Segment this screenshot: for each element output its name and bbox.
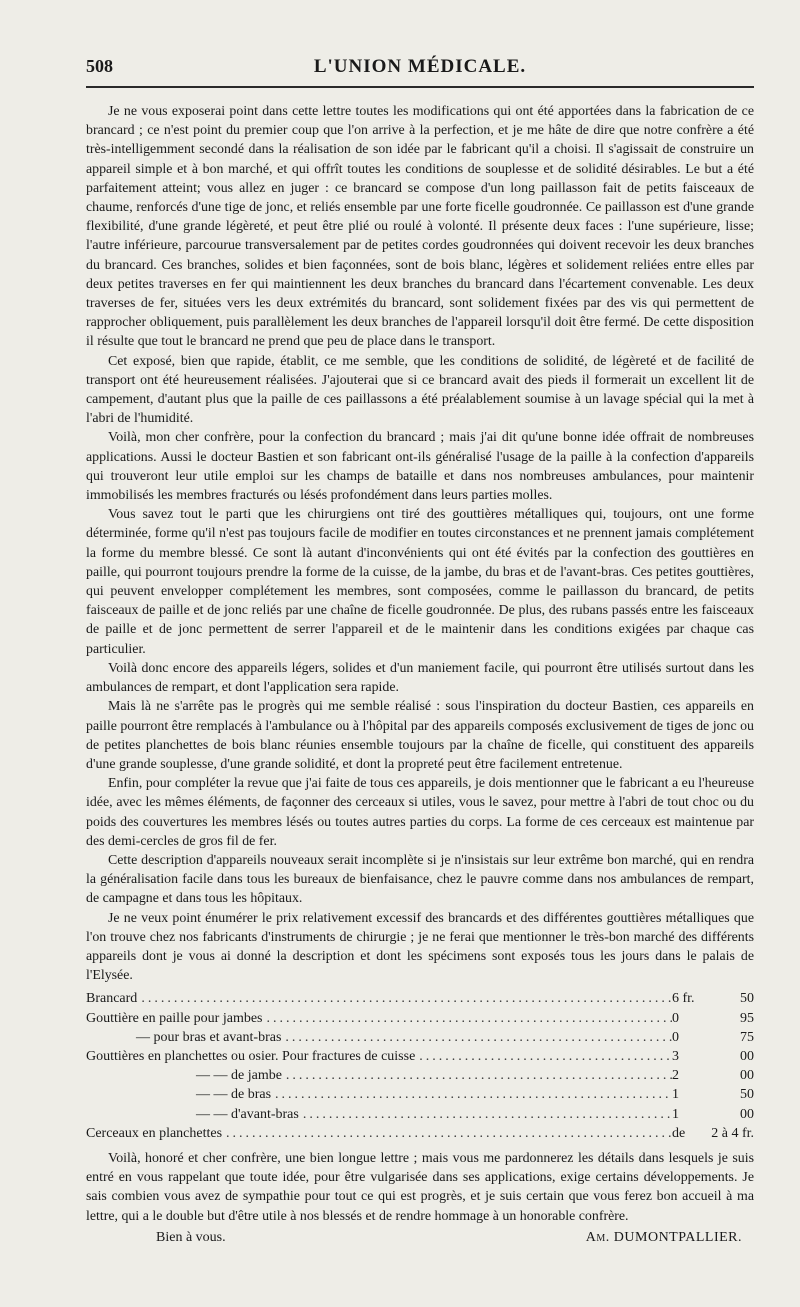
salutation: Bien à vous. — [156, 1229, 226, 1245]
leader-dots — [281, 1028, 672, 1047]
price-francs: 1 — [672, 1106, 679, 1122]
price-row — [86, 1009, 754, 1028]
paragraph: Je ne vous exposerai point dans cette lettre toutes les modifications qui ont été apportées dans la fabrication de ce brancard ; ce n'est point du premier coup que l'on arrive à la perfection, et je me hâte de dire que notre confrère a été très-intelligemment secondé dans la réalisation de son idée par le fabricant qu'il a choisi. Il s'agissait de construire un appareil simple et à bon marché, et qui offrît toutes les conditions de souplesse et de solidité désirables. Le but a été parfaitement atteint; vous allez en juger : ce brancard se compose d'un long paillasson fait de petits faisceaux de chaume, renforcés d'une tige de jonc, et reliés ensemble par une forte ficelle goudronnée. Ce paillasson est d'une grande flexibilité, d'une grande légèreté, et peut être plié ou roulé à volonté. Il présente deux faces : l'une supérieure, lisse; l'autre inférieure, parcourue transversalement par de petites cordes goudronnées qui doivent recevoir les deux branches du brancard. Ces branches, solides et bien façonnées, sont de bois blanc, légères et solidement reliées entre elles par deux petites traverses en fer qui maintiennent les deux branches du brancard dans l'écartement convenable. Les deux traverses de fer, situées vers les deux extrémités du brancard, sont solidement fixées par des vis qui permettent de rapprocher obliquement, puis parallèlement les deux branches de l'appareil lorsqu'il doit être fermé. De cette disposition il résulte que tout le brancard ne prend que peu de place dans le transport. — [86, 104, 754, 350]
letter-body — [86, 102, 754, 985]
price-centimes: 00 — [740, 1068, 754, 1084]
signature: Am. DUMONTPALLIER. — [585, 1229, 742, 1245]
paragraph: Mais là ne s'arrête pas le progrès qui me semble réalisé : sous l'inspiration du docteur Bastien, ces appareils en paille pourront être remplacés à l'ambulance ou à l'hôpital par des appareils composés exclusivement de tiges de jonc ou de petites planchettes de bois blanc réunies ensemble toujours par la chaîne de ficelle, qui constituent des appareils d'une grande souplesse, d'une grande solidité, et dont la propreté peut être facilement entretenue. — [86, 699, 754, 772]
signoff — [86, 1230, 754, 1246]
paragraph: Voilà donc encore des appareils légers, solides et d'un maniement facile, qui pourront être utilisés surtout dans les ambulances de rempart, et dont l'application sera rapide. — [86, 660, 754, 696]
price-centimes: 50 — [740, 991, 754, 1007]
paragraph: Cet exposé, bien que rapide, établit, ce me semble, que les conditions de solidité, de légèreté et de facilité de transport ont été heureusement réalisées. J'ajouterai que si ce brancard avait des pieds il formerait un excellent lit de campement, d'autant plus que la paille de ces paillassons a été préalablement soumise à un lavage spécial qui la met à l'abri de l'humidité. — [86, 353, 754, 427]
price-label: Gouttière en paille pour jambes — [86, 1010, 263, 1026]
closing-body — [86, 1149, 754, 1226]
price-label: Cerceaux en planchettes — [86, 1125, 223, 1141]
price-row — [86, 1066, 754, 1085]
leader-dots — [137, 989, 672, 1008]
price-centimes: 95 — [740, 1010, 754, 1026]
price-centimes: 75 — [740, 1029, 754, 1045]
paragraph: Enfin, pour compléter la revue que j'ai faite de tous ces appareils, je dois mentionner que le fabricant a eu l'heureuse idée, avec les mêmes éléments, de façonner des cerceaux si utiles, vous le savez, pour mettre à l'abri de tout choc ou du poids des couvertures les membres lésés ou toutes autres parties du corps. La forme de ces cerceaux est maintenue par des demi-cercles de gros fil de fer. — [86, 776, 754, 849]
price-centimes: 00 — [740, 1106, 754, 1122]
paragraph: Voilà, mon cher confrère, pour la confection du brancard ; mais j'ai dit qu'une bonne idée offrait de nombreuses applications. Aussi le docteur Bastien et son fabricant ont-ils généralisé l'usage de la paille à la confection d'appareils qui trouveront leur utile emploi sur les champs de bataille et dans nos nombreuses ambulances, pour maintenir immobilisés les membres fracturés ou lésés profondément dans leurs parties molles. — [86, 430, 754, 504]
price-centimes: 00 — [740, 1048, 754, 1064]
price-centimes: 50 — [740, 1087, 754, 1103]
price-label: — — de bras — [196, 1087, 272, 1103]
price-row — [86, 1085, 754, 1104]
price-francs: 6 fr. — [672, 991, 695, 1007]
price-label: — — d'avant-bras — [196, 1106, 299, 1122]
price-francs: 1 — [672, 1087, 679, 1103]
price-row — [86, 1047, 754, 1066]
price-centimes: 2 à 4 fr. — [711, 1125, 754, 1141]
closing-paragraph: Voilà, honoré et cher confrère, une bien longue lettre ; mais vous me pardonnerez les détails dans lesquels je suis entré en vous rappelant que toute idée, pour être vulgarisée dans ses applications, exige certains développements. Je sais combien vous avez de sympathie pour tout ce qui est progrès, et je suis certain que vous ferez bon accueil à ma lettre, qui a le double but d'être utile à nos blessés et de rendre hommage à un honorable confrère. — [86, 1150, 754, 1224]
price-francs: 0 — [672, 1029, 679, 1045]
price-row — [86, 1124, 754, 1143]
leader-dots — [271, 1085, 672, 1104]
price-francs: 3 — [672, 1048, 679, 1064]
leader-dots — [222, 1124, 672, 1143]
price-label: Brancard — [86, 991, 138, 1007]
price-francs: 0 — [672, 1010, 679, 1026]
price-row — [86, 1028, 754, 1047]
page-header — [86, 46, 754, 88]
price-list — [86, 989, 754, 1143]
paragraph: Je ne veux point énumérer le prix relativement excessif des brancards et des différentes gouttières métalliques que l'on trouve chez nos fabricants d'instruments de chirurgie ; je ne ferai que mentionner le très-bon marché des différents appareils dont je vous ai donné la description et dont les spécimens sont exposés tous les jours dans le palais de l'Elysée. — [86, 910, 754, 984]
page-number: 508 — [86, 56, 113, 76]
price-label: Gouttières en planchettes ou osier. Pour fractures de cuisse — [86, 1048, 416, 1064]
paragraph: Cette description d'appareils nouveaux serait incomplète si je n'insistais sur leur extrême bon marché, qui en rendra la généralisation facile dans tous les bureaux de bienfaisance, chez le pauvre comme dans nos ambulances de rempart, de campagne et dans tous les hôpitaux. — [86, 852, 754, 907]
price-label: — — de jambe — [196, 1068, 282, 1084]
leader-dots — [263, 1009, 673, 1028]
price-francs: 2 — [672, 1068, 679, 1084]
price-francs: de — [672, 1125, 686, 1141]
price-row — [86, 1105, 754, 1124]
journal-title: L'UNION MÉDICALE. — [313, 56, 527, 77]
price-label: — pour bras et avant-bras — [136, 1029, 282, 1045]
leader-dots — [299, 1105, 672, 1124]
leader-dots — [282, 1066, 672, 1085]
price-row — [86, 989, 754, 1008]
leader-dots — [415, 1047, 672, 1066]
paragraph: Vous savez tout le parti que les chirurgiens ont tiré des gouttières métalliques qui, toujours, ont une forme déterminée, forme qu'il n'est pas toujours facile de modifier en toutes circonstances et ne prennent jamais complétement la forme du membre blessé. Ce sont là autant d'inconvénients qui ont été évités par la confection des gouttières en paille, qui pourront toujours prendre la forme de la cuisse, de la jambe, du bras et de l'avant-bras. Ces petites gouttières, qui peuvent envelopper complétement les membres, sont composées, comme le paillasson du brancard, de petits faisceaux de paille et de jonc reliés par une chaîne de ficelle goudronnée. De plus, des rubans passés entre les faisceaux de paille et de jonc permettent de serrer l'appareil et de le maintenir dans les conditions exigées par chaque cas particulier. — [86, 507, 754, 657]
